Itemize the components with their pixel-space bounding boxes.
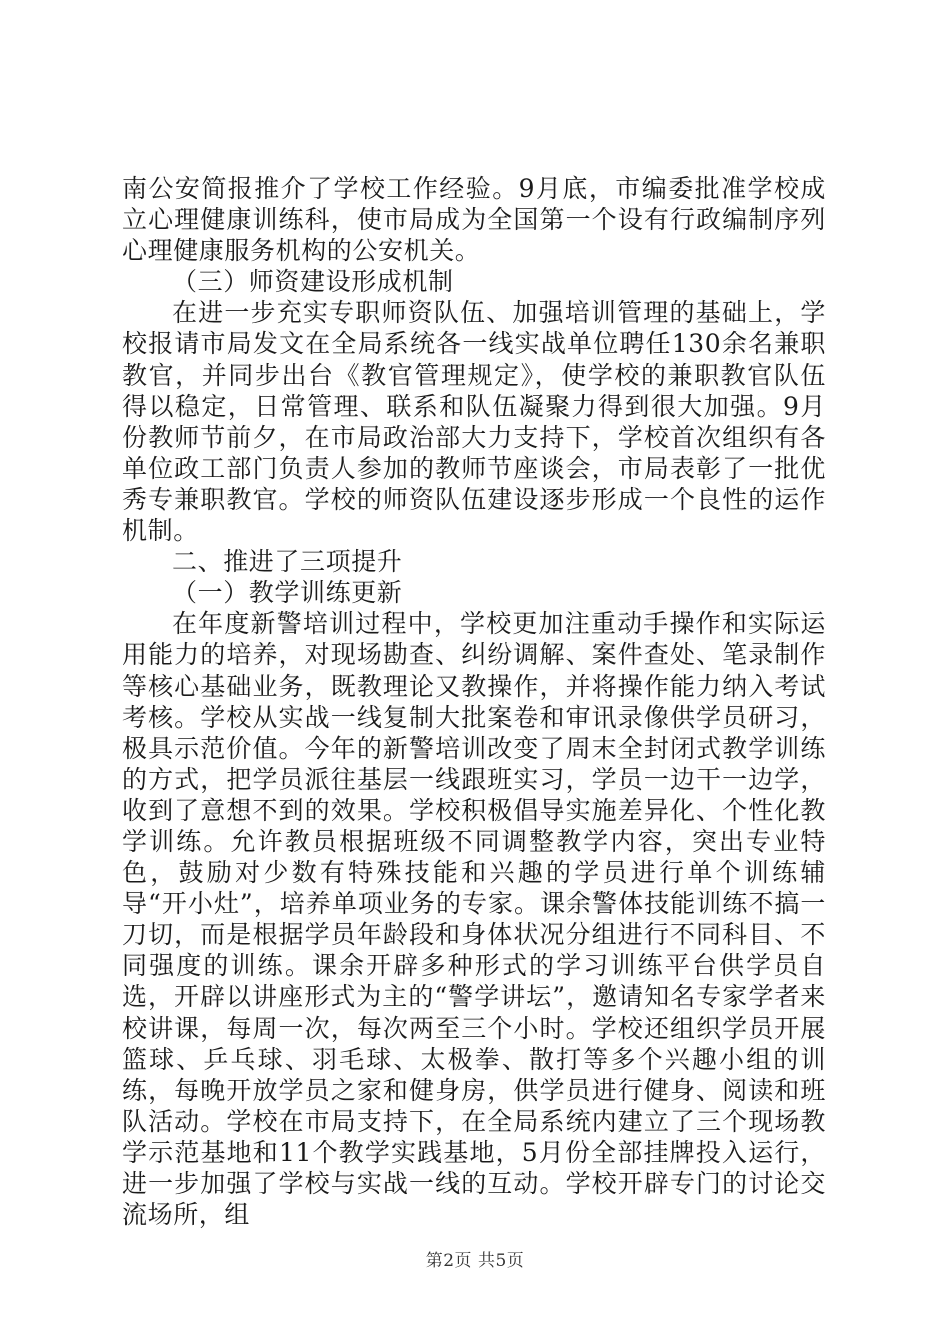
paragraph-teacher-staff: 在进一步充实专职师资队伍、加强培训管理的基础上，学校报请市局发文在全局系统各一线实战单位聘任130余名兼职教官，并同步出台《教官管理规定》，使学校的兼职教官队伍得以稳定，日常管理、联系和队伍凝聚力得到很大加强。9月份教师节前夕，在市局政治部大力支持下，学校首次组织有各单位政工部门负责人参加的教师节座谈会，市局表彰了一批优秀专兼职教官。学校的师资队伍建设逐步形成一个良性的运作机制。 bbox=[122, 298, 826, 546]
section-heading-three-improvements: 二、推进了三项提升 bbox=[172, 547, 403, 577]
document-body bbox=[122, 173, 826, 1230]
section-heading-teacher-mechanism: （三）师资建设形成机制 bbox=[172, 267, 454, 297]
paragraph-teaching-training: 在年度新警培训过程中，学校更加注重动手操作和实际运用能力的培养，对现场勘查、纠纷调解、案件查处、笔录制作等核心基础业务，既教理论又教操作，并将操作能力纳入考试考核。学校从实战一线复制大批案卷和审讯录像供学员研习，极具示范价值。今年的新警培训改变了周末全封闭式教学训练的方式，把学员派往基层一线跟班实习，学员一边干一边学，收到了意想不到的效果。学校积极倡导实施差异化、个性化教学训练。允许教员根据班级不同调整教学内容，突出专业特色，鼓励对少数有特殊技能和兴趣的学员进行单个训练辅导“开小灶”，培养单项业务的专家。课余警体技能训练不搞一刀切，而是根据学员年龄段和身体状况分组进行不同科目、不同强度的训练。课余开辟多种形式的学习训练平台供学员自选，开辟以讲座形式为主的“警学讲坛”，邀请知名专家学者来校讲课，每周一次，每次两至三个小时。学校还组织学员开展篮球、乒乓球、羽毛球、太极拳、散打等多个兴趣小组的训练，每晚开放学员之家和健身房，供学员进行健身、阅读和班队活动。学校在市局支持下，在全局系统内建立了三个现场教学示范基地和11个教学实践基地，5月份全部挂牌投入运行，进一步加强了学校与实战一线的互动。学校开辟专门的讨论交流场所，组 bbox=[122, 609, 826, 1230]
paragraph-continuation: 南公安简报推介了学校工作经验。9月底，市编委批准学校成立心理健康训练科，使市局成为全国第一个设有行政编制序列心理健康服务机构的公安机关。 bbox=[122, 174, 826, 266]
section-heading-teaching-update: （一）教学训练更新 bbox=[172, 578, 403, 608]
page-footer: 第2页 共5页 bbox=[425, 1251, 525, 1271]
